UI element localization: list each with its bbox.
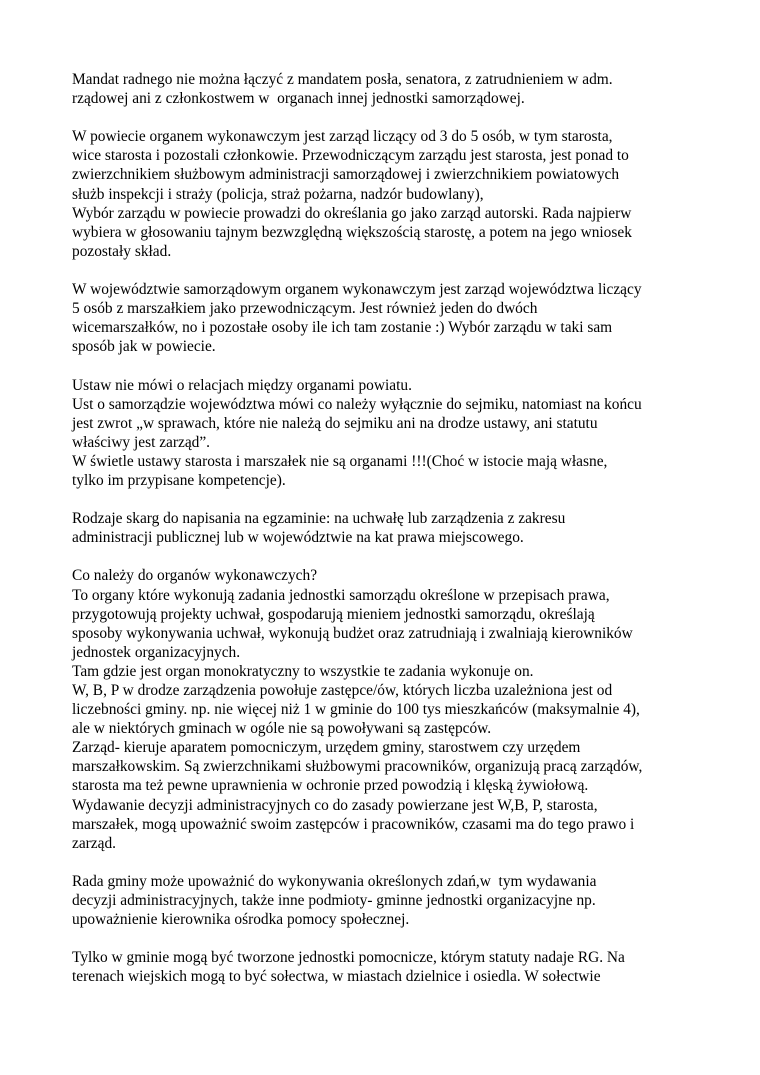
paragraph	[72, 376, 692, 491]
text-line: Mandat radnego nie można łączyć z mandatem posła, senatora, z zatrudnieniem w adm.	[72, 71, 613, 88]
text-line: decyzji administracyjnych, także inne podmioty- gminne jednostki organizacyjne np.	[72, 892, 596, 910]
text-line: wice starosta i pozostali członkowie. Przewodniczącym zarządu jest starosta, jest ponad to	[72, 147, 629, 165]
text-line: tylko im przypisane kompetencje).	[72, 471, 286, 489]
text-line: jednostek organizacyjnych.	[72, 643, 241, 661]
text-line: W województwie samorządowym organem wykonawczym jest zarząd województwa liczący	[72, 281, 642, 299]
text-line: liczebności gminy. np. nie więcej niż 1 w gminie do 100 tys mieszkańców (maksymalnie 4),	[72, 701, 640, 719]
text-line: sposoby wykonywania uchwał, wykonują budżet oraz zatrudniają i zwalniają kierowników	[72, 624, 633, 642]
text-line: ale w niektórych gminach w ogóle nie są powoływani są zastępców.	[72, 720, 492, 738]
text-line: Ust o samorządzie województwa mówi co należy wyłącznie do sejmiku, natomiast na końcu	[72, 395, 642, 413]
paragraph	[72, 70, 692, 108]
text-line: Tam gdzie jest organ monokratyczny to wszystkie te zadania wykonuje on.	[72, 662, 534, 680]
text-line: marszałkowskim. Są zwierzchnikami służbowymi pracowników, organizują pracą zarządów,	[72, 758, 643, 776]
text-line: zarząd.	[72, 834, 116, 852]
text-line: Rodzaje skarg do napisania na egzaminie: na uchwałę lub zarządzenia z zakresu	[72, 510, 566, 528]
paragraph	[72, 509, 692, 547]
text-line: służb inspekcji i straży (policja, straż pożarna, nadzór budowlany),	[72, 185, 484, 203]
text-line: zwierzchnikiem służbowym administracji samorządowej i zwierzchnikiem powiatowych	[72, 166, 620, 184]
text-line: upoważnienie kierownika ośrodka pomocy społecznej.	[72, 911, 410, 929]
document-body	[72, 70, 692, 1006]
text-line: pozostały skład.	[72, 242, 172, 260]
text-line: terenach wiejskich mogą to być sołectwa, w miastach dzielnice i osiedla. W sołectwie	[72, 968, 601, 986]
text-line: 5 osób z marszałkiem jako przewodniczącym. Jest również jeden do dwóch	[72, 300, 538, 318]
text-line: administracji publicznej lub w województwie na kat prawa miejscowego.	[72, 529, 524, 547]
text-line: Rada gminy może upoważnić do wykonywania określonych zdań,w tym wydawania	[72, 872, 597, 890]
text-line: Tylko w gminie mogą być tworzone jednostki pomocnicze, którym statuty nadaje RG. Na	[72, 949, 625, 967]
paragraph	[72, 872, 692, 929]
text-line: W, B, P w drodze zarządzenia powołuje zastępce/ów, których liczba uzależniona jest od	[72, 682, 613, 699]
text-line: właściwy jest zarząd”.	[72, 433, 211, 451]
text-line: przygotowują projekty uchwał, gospodarują mieniem jednostki samorządu, określają	[72, 605, 595, 623]
text-line: W świetle ustawy starosta i marszałek nie są organami !!!(Choć w istocie mają własne,	[72, 452, 608, 470]
text-line: Zarząd- kieruje aparatem pomocniczym, urzędem gminy, starostwem czy urzędem	[72, 739, 581, 757]
text-line: Co należy do organów wykonawczych?	[72, 567, 318, 585]
text-line: To organy które wykonują zadania jednostki samorządu określone w przepisach prawa,	[72, 586, 610, 604]
text-line: rządowej ani z członkostwem w organach innej jednostki samorządowej.	[72, 90, 525, 108]
text-line: Ustaw nie mówi o relacjach między organami powiatu.	[72, 376, 412, 394]
text-line: starosta ma też pewne uprawnienia w ochronie przed powodzią i klęską żywiołową.	[72, 777, 589, 795]
text-line: sposób jak w powiecie.	[72, 338, 216, 356]
paragraph	[72, 566, 692, 852]
text-line: Wydawanie decyzji administracyjnych co do zasady powierzane jest W,B, P, starosta,	[72, 796, 598, 814]
paragraph	[72, 280, 692, 356]
paragraph	[72, 127, 692, 261]
text-line: marszałek, mogą upoważnić swoim zastępców i pracowników, czasami ma do tego prawo i	[72, 815, 635, 833]
text-line: Wybór zarządu w powiecie prowadzi do określania go jako zarząd autorski. Rada najpierw	[72, 204, 632, 222]
text-line: wicemarszałków, no i pozostałe osoby ile ich tam zostanie :) Wybór zarządu w taki sam	[72, 319, 613, 337]
text-line: wybiera w głosowaniu tajnym bezwzględną większością starostę, a potem na jego wniosek	[72, 223, 632, 241]
paragraph	[72, 948, 692, 986]
text-line: jest zwrot „w sprawach, które nie należą do sejmiku ani na drodze ustawy, ani statutu	[72, 414, 598, 432]
text-line: W powiecie organem wykonawczym jest zarząd liczący od 3 do 5 osób, w tym starosta,	[72, 128, 613, 146]
